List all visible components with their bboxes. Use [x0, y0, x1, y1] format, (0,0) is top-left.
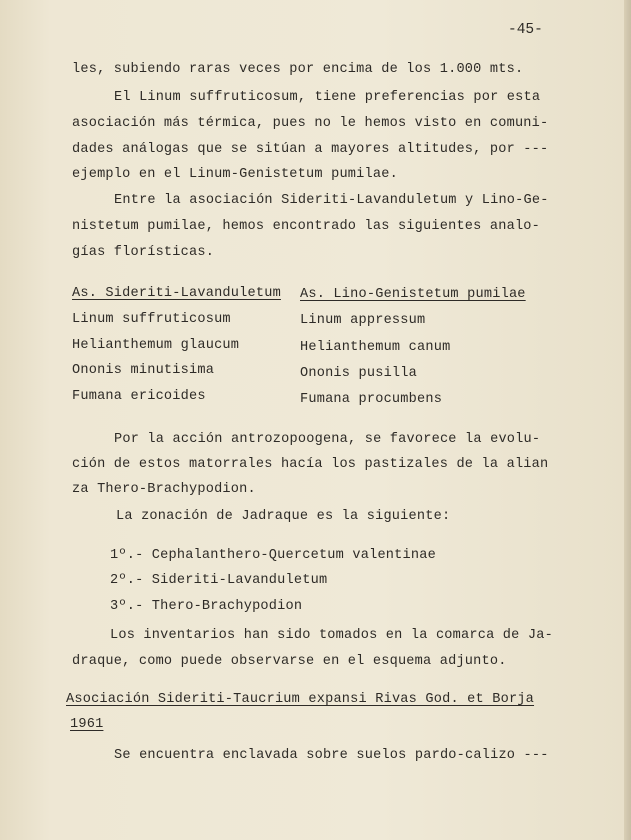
section-heading-year: 1961 — [70, 717, 104, 732]
left-species-item: Helianthemum glaucum — [72, 338, 240, 353]
left-species-item: Linum suffruticosum — [72, 312, 231, 327]
text-line: ción de estos matorrales hacía los pastizales de la alian — [72, 457, 549, 472]
text-line: nistetum pumilae, hemos encontrado las siguientes analo- — [72, 219, 541, 234]
text-line: El Linum suffruticosum, tiene preferencias por esta — [114, 90, 541, 105]
text-line: ejemplo en el Linum-Genistetum pumilae. — [72, 167, 398, 182]
section-heading: Asociación Sideriti-Taucrium expansi Rivas God. et Borja — [66, 692, 535, 707]
text-line: les, subiendo raras veces por encima de los 1.000 mts. — [72, 62, 524, 77]
zonation-intro: La zonación de Jadraque es la siguiente: — [116, 509, 451, 524]
right-species-item: Fumana procumbens — [300, 392, 443, 407]
text-line: Se encuentra enclavada sobre suelos pardo-calizo --- — [114, 748, 549, 763]
zonation-item: 1º.- Cephalanthero-Quercetum valentinae — [110, 548, 436, 563]
left-species-item: Ononis minutisima — [72, 363, 215, 378]
left-species-item: Fumana ericoides — [72, 389, 206, 404]
text-line: draque, como puede observarse en el esquema adjunto. — [72, 654, 507, 669]
text-line: asociación más térmica, pues no le hemos visto en comuni- — [72, 116, 549, 131]
zonation-item: 3º.- Thero-Brachypodion — [110, 599, 303, 614]
text-line: Los inventarios han sido tomados en la comarca de Ja- — [110, 628, 553, 643]
text-line: Por la acción antrozopoogena, se favorece la evolu- — [114, 432, 541, 447]
zonation-item: 2º.- Sideriti-Lavanduletum — [110, 573, 328, 588]
right-species-item: Ononis pusilla — [300, 366, 418, 381]
right-species-item: Helianthemum canum — [300, 340, 451, 355]
text-line: za Thero-Brachypodion. — [72, 482, 256, 497]
text-line: dades análogas que se sitúan a mayores altitudes, por --- — [72, 142, 549, 157]
page-edge — [624, 0, 631, 840]
left-column-header: As. Sideriti-Lavanduletum — [72, 286, 281, 301]
right-column-header: As. Lino-Genistetum pumilae — [300, 287, 526, 302]
right-species-item: Linum appressum — [300, 313, 426, 328]
text-line: gías florísticas. — [72, 245, 215, 260]
text-line: Entre la asociación Sideriti-Lavanduletum y Lino-Ge- — [114, 193, 549, 208]
page-number: -45- — [508, 22, 543, 38]
